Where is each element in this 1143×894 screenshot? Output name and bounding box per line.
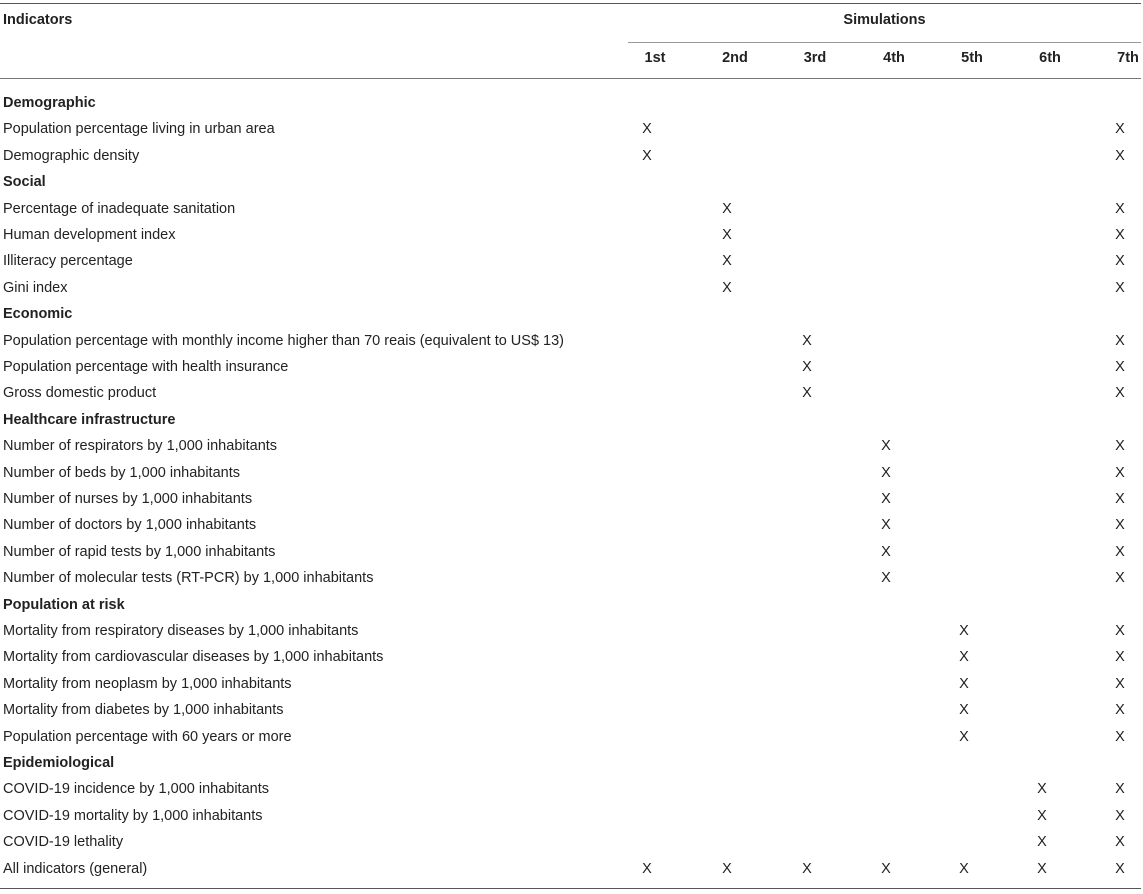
simulation-mark: X — [881, 491, 891, 507]
simulation-mark: X — [1115, 253, 1125, 270]
table-row — [0, 117, 1143, 143]
category-label: Demographic — [3, 95, 96, 111]
category-row — [0, 751, 1143, 777]
indicator-label: Gini index — [3, 279, 68, 296]
table-row — [0, 197, 1143, 223]
simulation-mark: X — [1115, 279, 1125, 296]
simulation-mark: X — [1115, 649, 1125, 666]
header-rule — [0, 78, 1141, 79]
simulation-mark: X — [881, 438, 891, 455]
simulation-mark: X — [959, 860, 969, 877]
simulation-mark: X — [881, 860, 891, 877]
table-row — [0, 461, 1143, 487]
table-row — [0, 487, 1143, 513]
table-row — [0, 144, 1143, 170]
indicator-label: Mortality from respiratory diseases by 1,000 inhabitants — [3, 623, 359, 639]
table-row — [0, 566, 1143, 592]
simulation-mark: X — [1115, 385, 1125, 402]
indicator-label: Mortality from cardiovascular diseases by 1,000 inhabitants — [3, 649, 384, 666]
table-row — [0, 619, 1143, 645]
simulation-mark: X — [642, 121, 652, 138]
simulation-mark: X — [881, 543, 891, 560]
simulation-mark: X — [802, 332, 812, 349]
table-row — [0, 725, 1143, 751]
indicator-label: Population percentage with health insurance — [3, 359, 289, 375]
table-row — [0, 434, 1143, 460]
table-row — [0, 329, 1143, 355]
simulation-mark: X — [642, 860, 652, 877]
simulation-mark: X — [1115, 491, 1125, 507]
indicator-label: Number of rapid tests by 1,000 inhabitants — [3, 543, 276, 560]
category-label: Healthcare infrastructure — [3, 411, 176, 428]
table-row — [0, 381, 1143, 407]
simulation-mark: X — [1115, 728, 1125, 745]
simulation-mark: X — [881, 517, 891, 534]
simulation-mark: X — [1115, 227, 1125, 243]
indicator-label: Demographic density — [3, 147, 140, 164]
simulation-mark: X — [959, 649, 969, 666]
indicator-label: Number of beds by 1,000 inhabitants — [3, 464, 240, 481]
simulation-mark: X — [1115, 623, 1125, 639]
simulation-mark: X — [722, 200, 732, 217]
top-rule — [0, 3, 1141, 4]
simulation-mark: X — [1115, 359, 1125, 375]
indicator-label: COVID-19 lethality — [3, 834, 124, 851]
simulations-header: Simulations — [843, 12, 926, 28]
indicator-label: Number of nurses by 1,000 inhabitants — [3, 491, 253, 507]
category-label: Epidemiological — [3, 755, 115, 771]
column-header: 7th — [1117, 50, 1139, 66]
simulation-mark: X — [1037, 807, 1047, 824]
column-header: 4th — [883, 50, 905, 66]
category-label: Economic — [3, 306, 73, 323]
simulation-mark: X — [642, 147, 652, 164]
category-label: Social — [3, 174, 46, 191]
column-header: 3rd — [803, 50, 827, 66]
indicators-header: Indicators — [3, 12, 73, 28]
column-header: 1st — [644, 50, 666, 66]
table-row — [0, 672, 1143, 698]
simulation-mark: X — [1037, 834, 1047, 851]
simulation-mark: X — [1115, 807, 1125, 824]
simulation-mark: X — [1115, 570, 1125, 587]
category-row — [0, 408, 1143, 434]
indicator-label: Number of doctors by 1,000 inhabitants — [3, 517, 257, 534]
simulation-mark: X — [1115, 781, 1125, 798]
table-row — [0, 857, 1143, 883]
simulation-mark: X — [959, 702, 969, 719]
simulation-mark: X — [1115, 702, 1125, 719]
category-row — [0, 302, 1143, 328]
simulation-mark: X — [881, 570, 891, 587]
column-header: 5th — [961, 50, 983, 66]
table-row — [0, 540, 1143, 566]
simulation-mark: X — [722, 860, 732, 877]
simulation-mark: X — [1115, 332, 1125, 349]
simulation-mark: X — [802, 385, 812, 402]
indicator-label: Gross domestic product — [3, 385, 157, 402]
simulation-mark: X — [881, 464, 891, 481]
simulation-mark: X — [959, 623, 969, 639]
indicator-label: COVID-19 mortality by 1,000 inhabitants — [3, 807, 263, 824]
indicator-label: Illiteracy percentage — [3, 253, 133, 270]
category-row — [0, 170, 1143, 196]
simulation-mark: X — [959, 728, 969, 745]
table-row — [0, 777, 1143, 803]
simulation-mark: X — [1115, 675, 1125, 692]
simulation-mark: X — [1115, 860, 1125, 877]
simulation-mark: X — [1037, 860, 1047, 877]
simulation-mark: X — [1115, 200, 1125, 217]
category-row — [0, 593, 1143, 619]
simulation-mark: X — [802, 860, 812, 877]
table-row — [0, 355, 1143, 381]
simulation-mark: X — [1115, 147, 1125, 164]
simulation-mark: X — [959, 675, 969, 692]
simulation-mark: X — [1115, 464, 1125, 481]
indicator-label: Mortality from neoplasm by 1,000 inhabitants — [3, 675, 292, 692]
column-header: 6th — [1039, 50, 1061, 66]
simulation-mark: X — [1115, 121, 1125, 138]
indicator-label: Human development index — [3, 227, 176, 243]
table-row — [0, 698, 1143, 724]
table-row — [0, 249, 1143, 275]
indicator-label: Population percentage with 60 years or more — [3, 728, 292, 745]
simulation-mark: X — [802, 359, 812, 375]
simulation-mark: X — [1037, 781, 1047, 798]
indicator-label: Mortality from diabetes by 1,000 inhabitants — [3, 702, 284, 719]
table-row — [0, 276, 1143, 302]
indicator-label: Population percentage living in urban area — [3, 121, 275, 138]
indicator-label: Number of respirators by 1,000 inhabitants — [3, 438, 278, 455]
table-row — [0, 513, 1143, 539]
simulation-mark: X — [722, 227, 732, 243]
table-row — [0, 645, 1143, 671]
table-row — [0, 830, 1143, 856]
simulation-mark: X — [1115, 438, 1125, 455]
indicator-label: Population percentage with monthly income higher than 70 reais (equivalent to US$ 13) — [3, 332, 565, 349]
bottom-rule — [0, 888, 1141, 889]
indicator-label: Percentage of inadequate sanitation — [3, 200, 236, 217]
indicator-label: All indicators (general) — [3, 860, 148, 877]
column-header: 2nd — [722, 50, 748, 66]
simulations-rule — [628, 42, 1141, 43]
table-row — [0, 804, 1143, 830]
simulation-mark: X — [722, 279, 732, 296]
simulation-mark: X — [1115, 543, 1125, 560]
simulation-mark: X — [722, 253, 732, 270]
simulation-mark: X — [1115, 517, 1125, 534]
indicator-label: Number of molecular tests (RT-PCR) by 1,000 inhabitants — [3, 570, 374, 587]
simulation-mark: X — [1115, 834, 1125, 851]
category-row — [0, 91, 1143, 117]
category-label: Population at risk — [3, 596, 125, 613]
indicator-label: COVID-19 incidence by 1,000 inhabitants — [3, 781, 269, 798]
table-row — [0, 223, 1143, 249]
